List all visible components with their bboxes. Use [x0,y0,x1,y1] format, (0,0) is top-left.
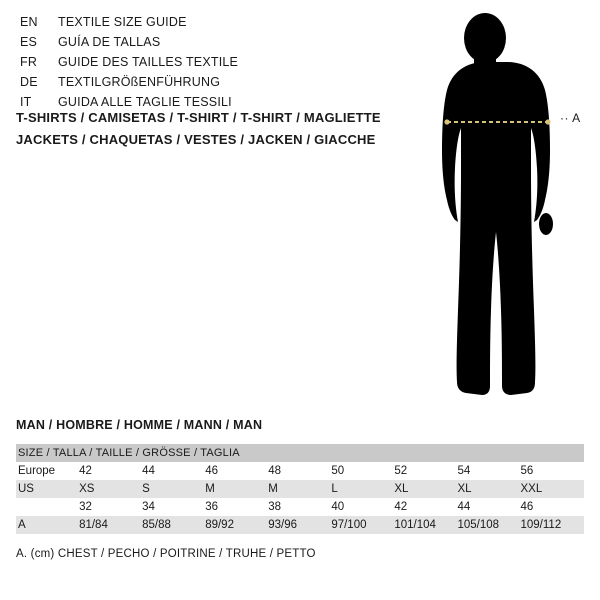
table-cell: 97/100 [331,516,394,534]
language-row [20,15,380,35]
category-headings [16,110,416,154]
table-cell: 44 [142,462,205,480]
row-label [16,498,79,516]
table-cell: 109/112 [521,516,585,534]
table-row [16,480,584,498]
language-title: GUIDA ALLE TAGLIE TESSILI [58,95,232,109]
table-title: MAN / HOMBRE / HOMME / MANN / MAN [16,418,263,432]
table-cell: 44 [457,498,520,516]
table-cell: S [142,480,205,498]
table-cell: 36 [205,498,268,516]
table-cell: 40 [331,498,394,516]
table-cell: 81/84 [79,516,142,534]
table-cell: 54 [457,462,520,480]
table-cell: 85/88 [142,516,205,534]
table-cell: 32 [79,498,142,516]
table-cell: M [205,480,268,498]
category-jackets: JACKETS / CHAQUETAS / VESTES / JACKEN / GIACCHE [16,132,376,147]
table-cell: 42 [79,462,142,480]
table-cell: 101/104 [394,516,457,534]
table-header-row [16,444,584,462]
table-cell: 34 [142,498,205,516]
row-label: A [16,516,79,534]
table-cell: 46 [205,462,268,480]
male-silhouette-icon [400,10,600,410]
table-row [16,516,584,534]
measure-label-a: ·· A [560,111,581,125]
table-cell: 56 [521,462,585,480]
table-cell: M [268,480,331,498]
table-cell: 52 [394,462,457,480]
language-title: GUÍA DE TALLAS [58,35,161,49]
language-code: IT [20,95,32,109]
table-cell: L [331,480,394,498]
row-label: US [16,480,79,498]
table-cell: XXL [521,480,585,498]
language-list [20,15,380,115]
language-title: GUIDE DES TAILLES TEXTILE [58,55,239,69]
language-row [20,55,380,75]
table-cell: 89/92 [205,516,268,534]
table-row [16,462,584,480]
table-cell: 48 [268,462,331,480]
language-code: FR [20,55,38,69]
table-cell: XL [394,480,457,498]
table-cell: 105/108 [457,516,520,534]
table-cell: 38 [268,498,331,516]
table-cell: 93/96 [268,516,331,534]
table-cell: XL [457,480,520,498]
language-code: EN [20,15,38,29]
language-code: DE [20,75,38,89]
language-row [20,35,380,55]
size-table [16,444,584,534]
language-title: TEXTILGRÖßENFÜHRUNG [58,75,221,89]
language-title: TEXTILE SIZE GUIDE [58,15,187,29]
language-row [20,75,380,95]
table-cell: 46 [521,498,585,516]
table-header-label: SIZE / TALLA / TAILLE / GRÖSSE / TAGLIA [16,444,584,462]
table-row [16,498,584,516]
category-tshirts: T-SHIRTS / CAMISETAS / T-SHIRT / T-SHIRT / MAGLIETTE [16,110,381,125]
measurement-note: A. (cm) CHEST / PECHO / POITRINE / TRUHE / PETTO [16,548,316,560]
language-code: ES [20,35,38,49]
table-cell: 50 [331,462,394,480]
body-silhouette-figure [400,10,600,410]
row-label: Europe [16,462,79,480]
table-cell: XS [79,480,142,498]
table-cell: 42 [394,498,457,516]
